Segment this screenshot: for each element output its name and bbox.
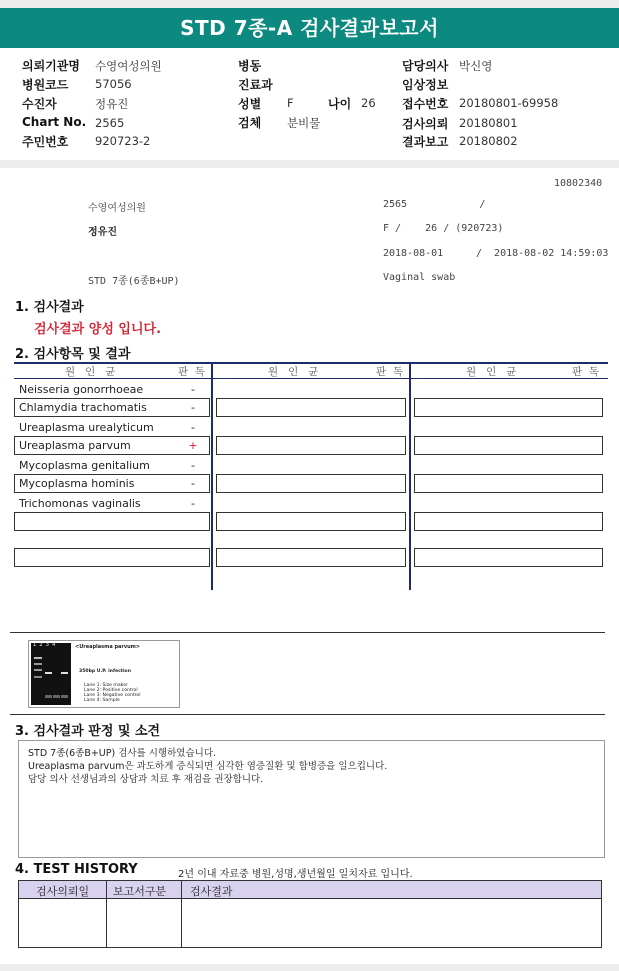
col-pathogen-1: 원 인 균 (65, 366, 116, 378)
row-judge: - (191, 421, 195, 434)
row-label: Mycoplasma genitalium (19, 459, 150, 472)
paper-date-from: 2018-08-01 (383, 248, 444, 259)
history-col-report-type: 보고서구분 (113, 885, 167, 898)
gel-band-label: 350bp U.P. infection (79, 669, 131, 674)
row-judge: - (191, 459, 195, 472)
patient-label: 수진자 (22, 97, 57, 111)
age-label: 나이 (328, 97, 352, 111)
report-label: 결과보고 (402, 135, 449, 149)
report-title: STD 7종-A 검사결과보고서 (0, 8, 619, 48)
report-header (0, 48, 619, 160)
dept-label: 진료과 (238, 78, 273, 92)
history-divider-1 (106, 881, 107, 947)
row-judge-positive: + (188, 439, 198, 452)
age-value: 26 (361, 96, 376, 110)
table-row (216, 512, 406, 531)
row-label: Chlamydia trachomatis (19, 401, 147, 414)
history-divider-2 (181, 881, 182, 947)
col-judge-2: 판 독 (376, 366, 403, 378)
gel-bottom-rule (10, 714, 605, 715)
row-judge: - (191, 383, 195, 396)
table-row (216, 548, 406, 567)
receipt-label: 접수번호 (402, 97, 449, 111)
paper-date-to: / 2018-08-02 14:59:03 (476, 248, 609, 259)
table-row (414, 474, 603, 493)
hospital-code-value: 57056 (95, 77, 132, 91)
report-value: 20180802 (459, 134, 518, 148)
receipt-value: 20180801-69958 (459, 96, 559, 110)
table-row (414, 548, 603, 567)
doctor-value: 박신영 (459, 59, 493, 73)
institution-label: 의뢰기관명 (22, 59, 80, 73)
table-row (414, 398, 603, 417)
gel-legend-2: Lane 2: Positive control (84, 688, 138, 693)
table-divider-2 (409, 362, 411, 590)
col-judge-1: 판 독 (178, 366, 205, 378)
row-judge: - (191, 477, 195, 490)
clinical-label: 임상정보 (402, 78, 449, 92)
col-pathogen-3: 원 인 균 (466, 366, 517, 378)
row-label-positive: Ureaplasma parvum (19, 439, 131, 452)
section1-heading: 1. 검사결과 (15, 300, 84, 315)
gel-lanes (31, 643, 71, 705)
gel-top-rule (10, 632, 605, 633)
col-judge-3: 판 독 (572, 366, 599, 378)
gel-legend-1: Lane 1: Size maker (84, 683, 128, 688)
sex-value: F (287, 96, 294, 110)
chart-label: Chart No. (22, 115, 87, 129)
row-label: Neisseria gonorrhoeae (19, 383, 144, 396)
row-judge: - (191, 401, 195, 414)
resident-label: 주민번호 (22, 135, 69, 149)
table-divider-1 (211, 362, 213, 590)
gel-title: <Ureaplasma parvum> (75, 644, 141, 650)
table-row (216, 398, 406, 417)
table-row (216, 436, 406, 455)
request-value: 20180801 (459, 116, 518, 130)
comment-box (18, 740, 605, 858)
patient-value: 정유진 (95, 97, 129, 111)
section3-heading: 3. 검사결과 판정 및 소견 (15, 724, 161, 739)
gel-legend-3: Lane 3: Negative control (84, 693, 141, 698)
paper-patient: 정유진 (88, 227, 117, 238)
row-label: Mycoplasma hominis (19, 477, 135, 490)
comment-line-2: Ureaplasma parvum은 과도하게 증식되면 심각한 염증질환 및 합병증을 일으킵니다. (28, 761, 388, 772)
history-col-result: 검사결과 (190, 885, 233, 898)
institution-value: 수영여성의원 (95, 59, 162, 73)
section4-heading: 4. TEST HISTORY (15, 862, 138, 877)
paper-specimen: Vaginal swab (383, 272, 456, 283)
table-row (216, 474, 406, 493)
paper-test-name: STD 7종(6종B+UP) (88, 276, 180, 287)
comment-line-1: STD 7종(6종B+UP) 검사를 시행하였습니다. (28, 748, 217, 759)
specimen-value: 분비물 (287, 116, 321, 130)
specimen-label: 검체 (238, 116, 262, 130)
chart-value: 2565 (95, 116, 125, 130)
request-label: 검사의뢰 (402, 117, 449, 131)
gel-lane-numbers: 1 2 3 4 (33, 642, 56, 648)
result-summary: 검사결과 양성 입니다. (34, 322, 162, 337)
row-judge: - (191, 497, 195, 510)
paper-chart: 2565 / (383, 199, 486, 210)
table-row (14, 548, 210, 567)
table-row (414, 512, 603, 531)
doc-number: 10802340 (554, 178, 603, 189)
col-pathogen-2: 원 인 균 (268, 366, 319, 378)
doctor-label: 담당의사 (402, 59, 449, 73)
section2-heading: 2. 검사항목 및 결과 (15, 347, 131, 362)
gel-legend-4: Lane 4: Sample (84, 698, 120, 703)
paper-sex-age: F / 26 / (920723) (383, 223, 504, 234)
history-note: 2년 이내 자료중 병원,성명,생년월일 일치자료 입니다. (178, 869, 413, 880)
paper-institution: 수영여성의원 (88, 203, 146, 214)
hospital-code-label: 병원코드 (22, 78, 69, 92)
ward-label: 병동 (238, 59, 262, 73)
sex-label: 성별 (238, 97, 262, 111)
row-label: Ureaplasma urealyticum (19, 421, 154, 434)
history-col-request-date: 검사의뢰일 (36, 885, 90, 898)
resident-value: 920723-2 (95, 134, 151, 148)
history-table (18, 880, 602, 948)
table-row (14, 512, 210, 531)
gel-image (28, 640, 180, 708)
table-row (414, 436, 603, 455)
comment-line-3: 담당 의사 선생님과의 상담과 치료 후 재검을 권장합니다. (28, 774, 264, 785)
row-label: Trichomonas vaginalis (19, 497, 141, 510)
